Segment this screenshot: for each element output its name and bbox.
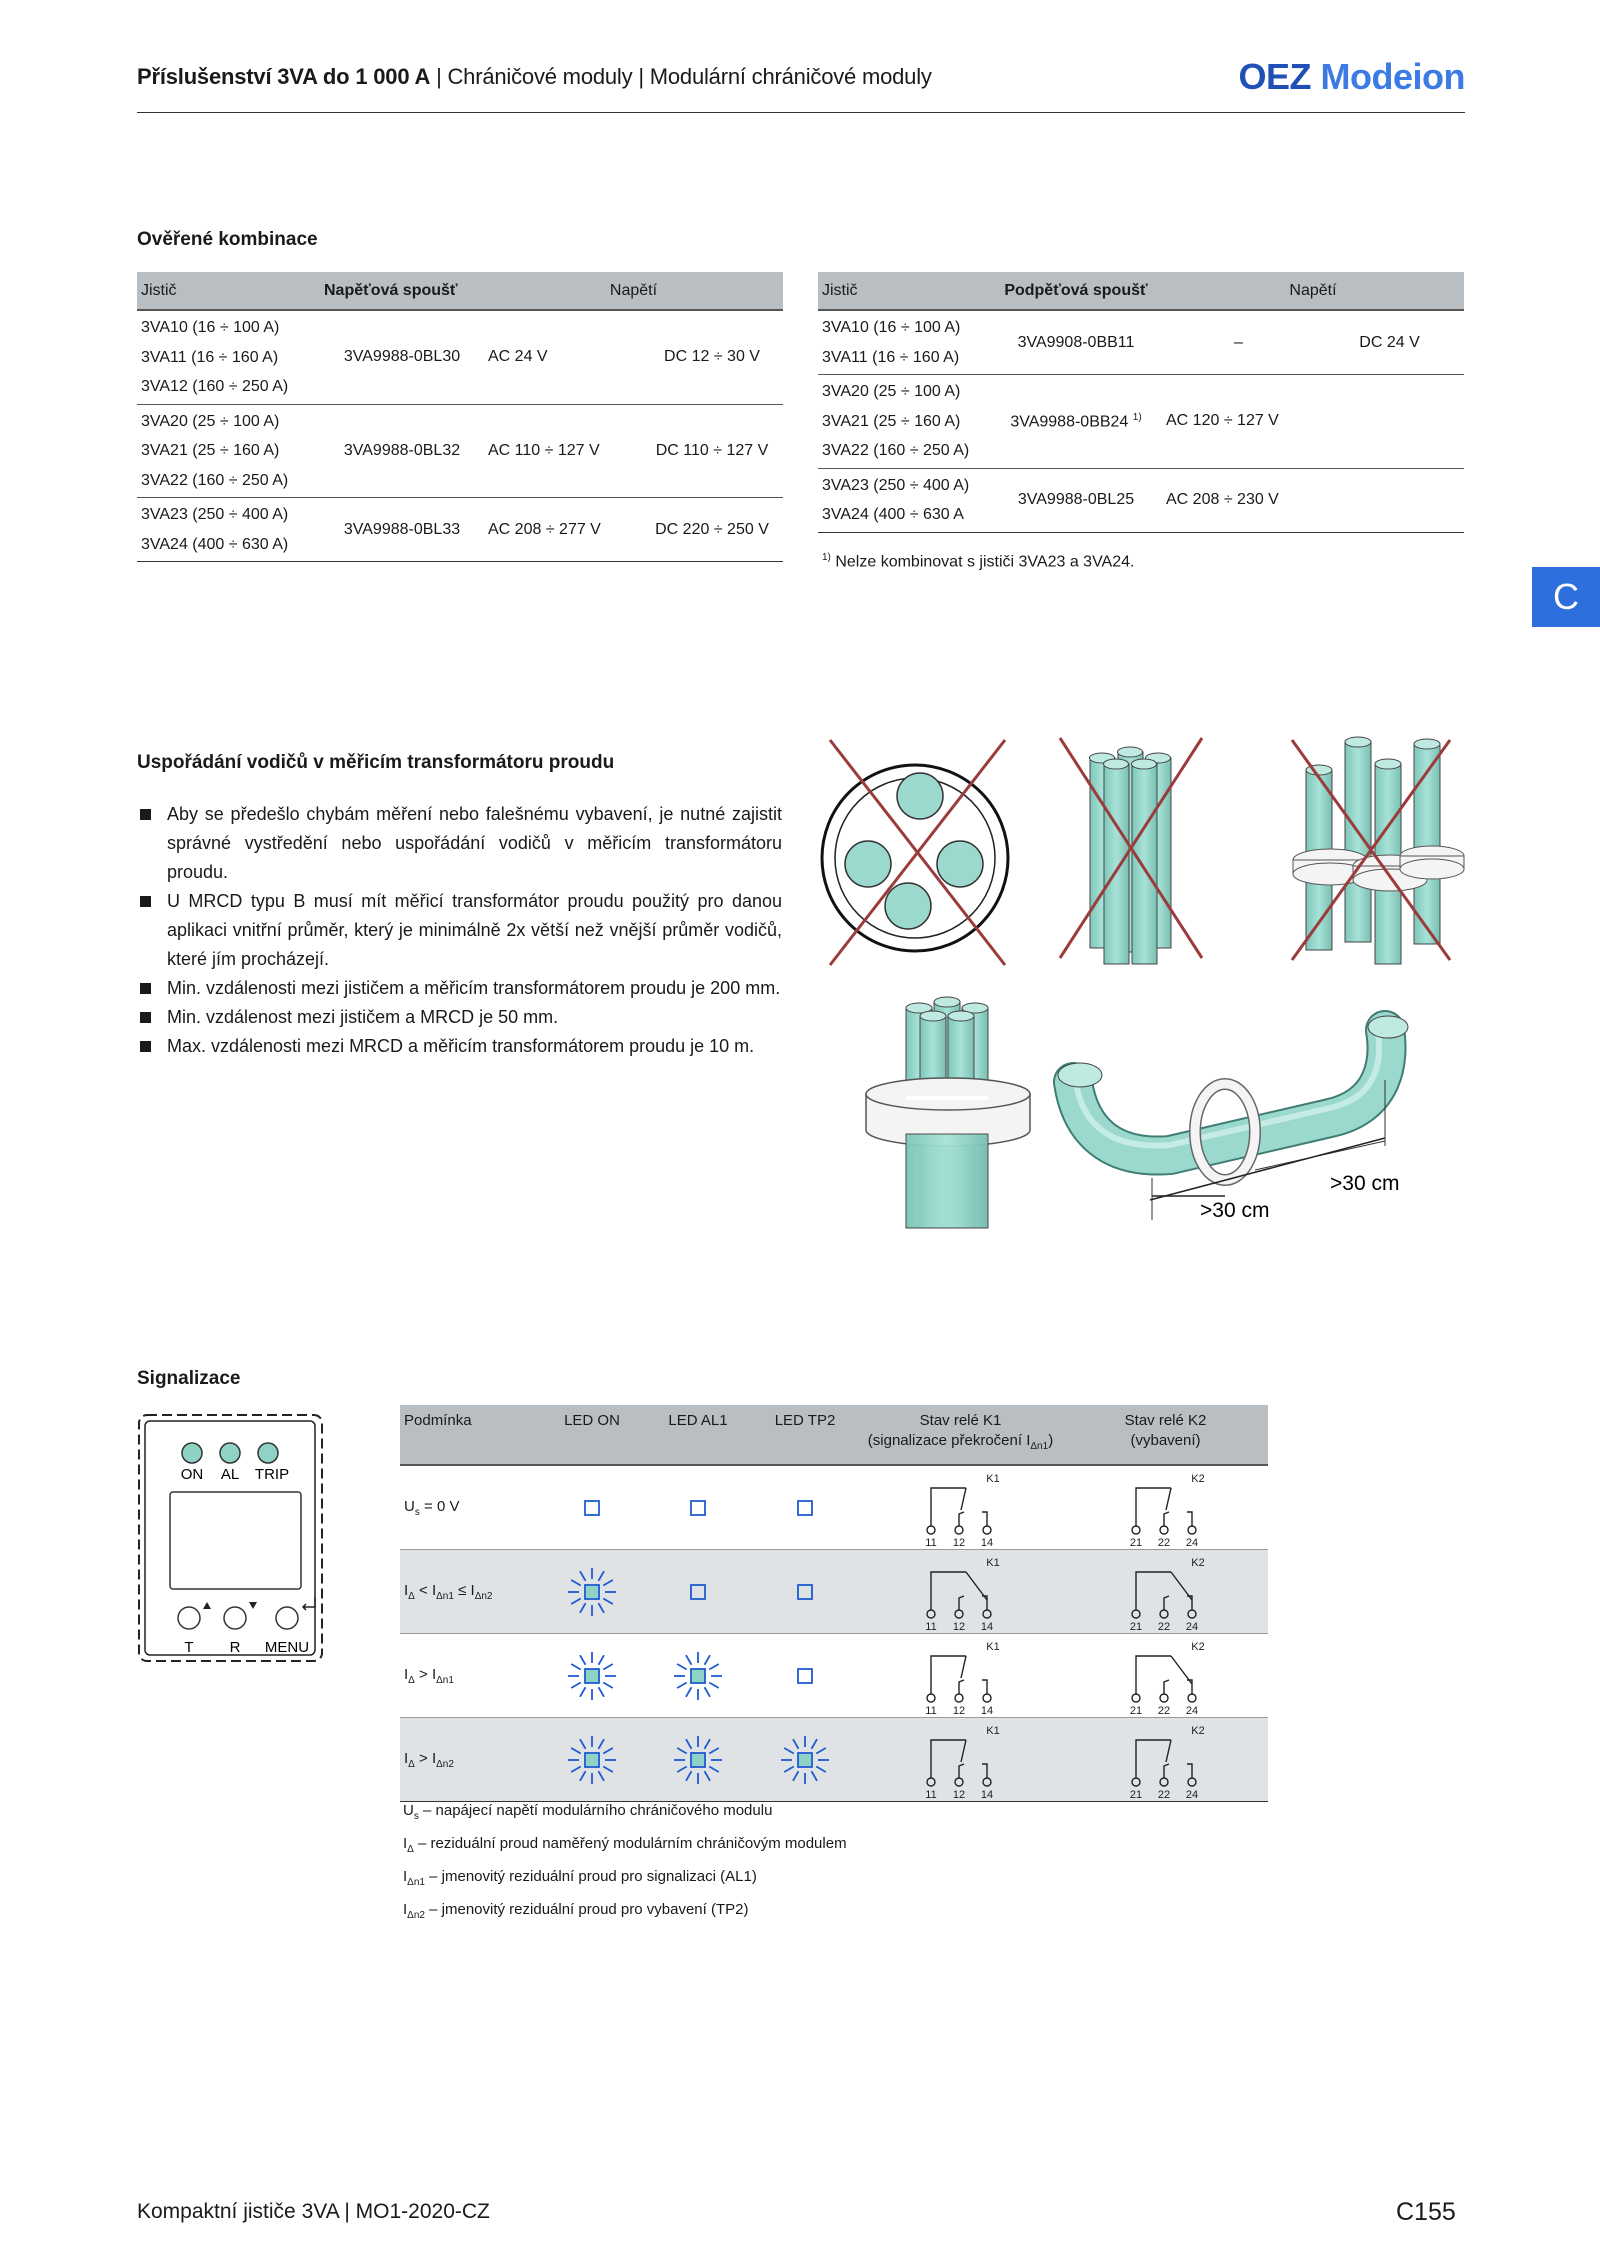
- led-trip-indicator: [258, 1443, 278, 1463]
- condition-symbol: U: [404, 1497, 415, 1515]
- trip-code: 3VA9988-0BL33: [343, 520, 461, 538]
- breaker-type: 3VA20 (25 ÷ 100 A): [141, 412, 280, 430]
- breaker-type: 3VA11 (16 ÷ 160 A): [822, 348, 960, 366]
- cell-breakers: [818, 310, 990, 375]
- terminal-label: 21: [1129, 1704, 1142, 1716]
- wrong-arrangement-bundle: [1060, 738, 1202, 964]
- terminal-label: 11: [924, 1620, 937, 1632]
- breaker-type: 3VA22 (160 ÷ 250 A): [141, 471, 289, 489]
- legend-text: – reziduální proud naměřený modulárním chráničovým modulem: [413, 1835, 847, 1852]
- signal-row: [400, 1718, 1268, 1802]
- breaker-type: 3VA23 (250 ÷ 400 A): [141, 506, 289, 523]
- relay-label: K1: [985, 1472, 1000, 1485]
- section-tab: C: [1532, 567, 1600, 627]
- signal-row: [400, 1634, 1268, 1718]
- breaker-type: 3VA10 (16 ÷ 100 A): [822, 319, 961, 336]
- header-title-rest: | Chráničové moduly | Modulární chráničové moduly: [430, 64, 932, 89]
- cell-trip: [990, 375, 1162, 469]
- table-row: [818, 310, 1464, 375]
- relay-label: K1: [985, 1556, 1000, 1569]
- cell-ac: AC 24 V: [484, 310, 641, 404]
- wrong-arrangement-split: [1292, 737, 1464, 964]
- cell-trip: [320, 498, 484, 562]
- cell-led-tp2: [752, 1634, 858, 1718]
- cell-trip: [990, 468, 1162, 532]
- signal-legend: [403, 1797, 847, 1929]
- breaker-type: 3VA24 (400 ÷ 630 A: [822, 506, 964, 523]
- combos-title: Ověřené kombinace: [137, 229, 318, 250]
- cell-dc: DC 24 V: [1315, 310, 1464, 375]
- table-row: [818, 468, 1464, 532]
- led-off-icon: [668, 1478, 728, 1538]
- legend-subscript: s: [413, 1811, 419, 1822]
- cell-relay-k1: [858, 1550, 1063, 1634]
- arrangement-title: Uspořádání vodičů v měřicím transformátoru proudu: [137, 752, 615, 773]
- table-row: [137, 310, 783, 404]
- cell-ac: –: [1162, 310, 1315, 375]
- arrangement-bullets: [137, 800, 782, 1061]
- condition-text: = 0 V: [419, 1497, 460, 1515]
- breaker-type: 3VA21 (25 ÷ 160 A): [141, 442, 280, 459]
- cell-relay-k2: [1063, 1465, 1268, 1550]
- button-menu: [276, 1607, 298, 1629]
- k1-header-sub: (signalizace překročení I: [867, 1432, 1031, 1449]
- terminal-label: 22: [1157, 1620, 1170, 1632]
- cell-ac: AC 208 ÷ 230 V: [1162, 468, 1315, 532]
- cell-led-tp2: [752, 1718, 858, 1802]
- cell-dc: DC 110 ÷ 127 V: [641, 404, 783, 498]
- footer-publication: Kompaktní jističe 3VA | MO1-2020-CZ: [137, 2200, 490, 2223]
- legend-text: – napájecí napětí modulárního chráničového modulu: [418, 1802, 773, 1819]
- terminal-label: 24: [1185, 1788, 1198, 1800]
- button-r: [224, 1607, 246, 1629]
- condition-symbol: I: [404, 1749, 409, 1767]
- relay-label: K2: [1190, 1724, 1205, 1737]
- led-lit-icon: [668, 1730, 728, 1790]
- legend-text: – jmenovitý reziduální proud pro signalizaci (AL1): [424, 1868, 757, 1885]
- legend-subscript: Δ: [407, 1844, 414, 1855]
- condition-text: < I: [414, 1581, 437, 1599]
- cell-ac: AC 208 ÷ 277 V: [484, 498, 641, 562]
- terminal-label: 21: [1129, 1620, 1142, 1632]
- condition-symbol: I: [404, 1581, 409, 1599]
- dimension-label: >30 cm: [1200, 1199, 1270, 1222]
- relay-contact-diagram: [1116, 1468, 1216, 1548]
- cell-led-al1: [644, 1550, 752, 1634]
- wrong-arrangement-offcenter: [822, 740, 1008, 965]
- bullet-item: U MRCD typu B musí mít měřicí transformátor proudu použitý pro danou aplikaci vnitřní průměr, který je minimálně 2x větší než vnější průměr vodičů, které jím procházejí.: [137, 887, 782, 974]
- terminal-label: 14: [980, 1788, 993, 1800]
- oez-modeion-logo: [1238, 56, 1465, 98]
- condition-subscript: Δ: [408, 1674, 415, 1686]
- led-trip-label: TRIP: [254, 1466, 290, 1483]
- header-title-bold: Příslušenství 3VA do 1 000 A: [137, 64, 431, 89]
- cell-led-al1: [644, 1718, 752, 1802]
- signal-row: [400, 1465, 1268, 1550]
- relay-label: K1: [985, 1640, 1000, 1653]
- legend-item: [403, 1863, 847, 1896]
- condition-subscript: Δn1: [436, 1590, 454, 1602]
- footnote: [822, 552, 1134, 571]
- page-number: C155: [1396, 2198, 1456, 2226]
- signalization-table: [400, 1405, 1268, 1802]
- cell-breakers: [137, 404, 320, 498]
- led-off-icon: [775, 1562, 835, 1622]
- footnote-ref: 1): [1132, 411, 1142, 423]
- bullet-item: Max. vzdálenosti mezi MRCD a měřicím transformátorem proudu je 10 m.: [137, 1032, 782, 1061]
- led-off-icon: [562, 1478, 622, 1538]
- breaker-type: 3VA22 (160 ÷ 250 A): [822, 442, 970, 459]
- cell-dc: [1315, 375, 1464, 469]
- led-al-indicator: [220, 1443, 240, 1463]
- combo-table-right: [818, 272, 1464, 533]
- condition-subscript: Δn1: [436, 1674, 454, 1686]
- relay-contact-diagram: [1116, 1636, 1216, 1716]
- col-voltage: Napětí: [484, 272, 783, 310]
- logo-oez: OEZ: [1238, 56, 1311, 97]
- cell-relay-k1: [858, 1465, 1063, 1550]
- conductor-arrangement-figure: [810, 730, 1470, 1250]
- condition-subscript: Δ: [408, 1758, 415, 1770]
- relay-contact-diagram: [911, 1720, 1011, 1800]
- button-menu-label: MENU: [264, 1639, 310, 1656]
- relay-label: K2: [1190, 1556, 1205, 1569]
- correct-arrangement-ubend: [1058, 1016, 1408, 1222]
- breaker-type: 3VA21 (25 ÷ 160 A): [822, 412, 961, 430]
- legend-symbol: U: [403, 1802, 414, 1819]
- relay-contact-diagram: [911, 1468, 1011, 1548]
- cell-breakers: [818, 375, 990, 469]
- cell-relay-k1: [858, 1634, 1063, 1718]
- cell-condition: [400, 1550, 540, 1634]
- led-lit-icon: [668, 1646, 728, 1706]
- led-lit-icon: [562, 1730, 622, 1790]
- legend-item: [403, 1896, 847, 1929]
- trip-code: 3VA9988-0BL30: [343, 348, 461, 366]
- breaker-type: 3VA24 (400 ÷ 630 A): [141, 535, 289, 553]
- cell-led-tp2: [752, 1550, 858, 1634]
- led-off-icon: [775, 1478, 835, 1538]
- cell-relay-k1: [858, 1718, 1063, 1802]
- col-breaker: Jistič: [137, 272, 320, 310]
- cell-led-on: [540, 1718, 644, 1802]
- cell-relay-k2: [1063, 1634, 1268, 1718]
- breaker-type: 3VA12 (160 ÷ 250 A): [141, 378, 289, 395]
- cell-led-on: [540, 1634, 644, 1718]
- condition-subscript: Δ: [408, 1590, 415, 1602]
- terminal-label: 14: [980, 1620, 993, 1632]
- cell-led-al1: [644, 1634, 752, 1718]
- cell-ac: AC 120 ÷ 127 V: [1162, 375, 1315, 469]
- mrcd-device-illustration: [137, 1407, 325, 1669]
- button-t-label: T: [184, 1639, 194, 1656]
- terminal-label: 24: [1185, 1620, 1198, 1632]
- table-row: [137, 404, 783, 498]
- condition-text: > I: [414, 1749, 437, 1767]
- terminal-label: 12: [952, 1536, 965, 1548]
- trip-code: 3VA9908-0BB11: [1017, 333, 1135, 351]
- combo-table-left: [137, 272, 783, 562]
- col-voltage: Napětí: [1162, 272, 1464, 310]
- cell-led-on: [540, 1465, 644, 1550]
- k2-header-sub: (vybavení): [1130, 1432, 1201, 1449]
- legend-symbol: I: [403, 1835, 408, 1852]
- relay-label: K1: [985, 1724, 1000, 1737]
- col-shunt-trip: Napěťová spoušť: [320, 272, 484, 310]
- bullet-item: Aby se předešlo chybám měření nebo falešnému vybavení, je nutné zajistit správné vystředění nebo uspořádání vodičů v měřicím transformátoru proudu.: [137, 800, 782, 887]
- cell-condition: [400, 1718, 540, 1802]
- relay-label: K2: [1190, 1472, 1205, 1485]
- cell-condition: [400, 1634, 540, 1718]
- bullet-item: Min. vzdálenost mezi jističem a MRCD je 50 mm.: [137, 1003, 782, 1032]
- legend-text: – jmenovitý reziduální proud pro vybavení (TP2): [424, 1901, 749, 1918]
- breaker-type: 3VA10 (16 ÷ 100 A): [141, 319, 280, 336]
- terminal-label: 22: [1157, 1536, 1170, 1548]
- terminal-label: 12: [952, 1620, 965, 1632]
- col-relay-k1: [858, 1405, 1063, 1465]
- signal-title: Signalizace: [137, 1368, 241, 1389]
- condition-text: ≤ I: [453, 1581, 475, 1599]
- cell-relay-k2: [1063, 1718, 1268, 1802]
- terminal-label: 12: [952, 1788, 965, 1800]
- terminal-label: 14: [980, 1536, 993, 1548]
- cell-trip: [320, 404, 484, 498]
- condition-symbol: I: [404, 1665, 409, 1683]
- terminal-label: 11: [924, 1704, 937, 1716]
- col-relay-k2: [1063, 1405, 1268, 1465]
- k1-header-close: ): [1048, 1432, 1054, 1449]
- breaker-type: 3VA23 (250 ÷ 400 A): [822, 476, 970, 494]
- cell-dc: [1315, 468, 1464, 532]
- table-row: [818, 375, 1464, 469]
- cell-led-al1: [644, 1465, 752, 1550]
- k2-header: Stav relé K2: [1124, 1412, 1207, 1429]
- relay-label: K2: [1190, 1640, 1205, 1653]
- cell-ac: AC 110 ÷ 127 V: [484, 404, 641, 498]
- header-title: [137, 64, 932, 90]
- col-breaker: Jistič: [818, 272, 990, 310]
- condition-subscript: s: [414, 1506, 420, 1518]
- cell-breakers: [137, 498, 320, 562]
- condition-subscript: Δn2: [474, 1590, 493, 1602]
- led-al-label: AL: [220, 1466, 240, 1483]
- legend-item: [403, 1830, 847, 1863]
- terminal-label: 22: [1157, 1788, 1170, 1800]
- footnote-text: Nelze kombinovat s jističi 3VA23 a 3VA24.: [830, 553, 1135, 571]
- dimension-label: >30 cm: [1330, 1172, 1400, 1195]
- signal-row: [400, 1550, 1268, 1634]
- bullet-item: Min. vzdálenosti mezi jističem a měřicím transformátorem proudu je 200 mm.: [137, 974, 782, 1003]
- col-condition: Podmínka: [400, 1405, 540, 1465]
- trip-code: 3VA9988-0BL32: [343, 441, 461, 459]
- col-led-tp2: LED TP2: [752, 1405, 858, 1465]
- legend-subscript: Δn1: [407, 1877, 425, 1888]
- cell-breakers: [137, 310, 320, 404]
- terminal-label: 12: [952, 1704, 965, 1716]
- terminal-label: 24: [1185, 1704, 1198, 1716]
- col-led-on: LED ON: [540, 1405, 644, 1465]
- terminal-label: 22: [1157, 1704, 1170, 1716]
- logo-modeion: Modeion: [1320, 56, 1465, 97]
- relay-contact-diagram: [1116, 1720, 1216, 1800]
- relay-contact-diagram: [911, 1636, 1011, 1716]
- cell-breakers: [818, 468, 990, 532]
- button-t: [178, 1607, 200, 1629]
- breaker-type: 3VA20 (25 ÷ 100 A): [822, 383, 961, 400]
- led-lit-icon: [562, 1562, 622, 1622]
- correct-arrangement-bundle: [866, 997, 1030, 1228]
- cell-trip: [990, 310, 1162, 375]
- table-row: [137, 498, 783, 562]
- cell-led-tp2: [752, 1465, 858, 1550]
- terminal-label: 11: [924, 1536, 937, 1548]
- legend-symbol: I: [403, 1868, 408, 1885]
- led-off-icon: [775, 1646, 835, 1706]
- terminal-label: 21: [1129, 1788, 1142, 1800]
- legend-subscript: Δn2: [407, 1910, 425, 1921]
- terminal-label: 21: [1129, 1536, 1142, 1548]
- cell-dc: DC 220 ÷ 250 V: [641, 498, 783, 562]
- cell-relay-k2: [1063, 1550, 1268, 1634]
- k1-header: Stav relé K1: [919, 1412, 1002, 1429]
- led-on-label: ON: [180, 1466, 204, 1483]
- breaker-type: 3VA11 (16 ÷ 160 A): [141, 348, 279, 366]
- relay-contact-diagram: [911, 1552, 1011, 1632]
- trip-code: 3VA9988-0BB24: [1010, 412, 1129, 430]
- led-lit-icon: [775, 1730, 835, 1790]
- col-led-al1: LED AL1: [644, 1405, 752, 1465]
- device-display: [170, 1492, 301, 1589]
- cell-condition: [400, 1465, 540, 1550]
- cell-led-on: [540, 1550, 644, 1634]
- legend-item: [403, 1797, 847, 1830]
- condition-subscript: Δn2: [436, 1758, 454, 1770]
- cell-trip: [320, 310, 484, 404]
- led-on-indicator: [182, 1443, 202, 1463]
- legend-symbol: I: [403, 1901, 408, 1918]
- cell-dc: DC 12 ÷ 30 V: [641, 310, 783, 404]
- trip-code: 3VA9988-0BL25: [1017, 491, 1135, 508]
- page-header: [137, 56, 1465, 113]
- k1-header-subscript: Δn1: [1030, 1441, 1049, 1452]
- led-off-icon: [668, 1562, 728, 1622]
- button-r-label: R: [229, 1639, 241, 1656]
- led-lit-icon: [562, 1646, 622, 1706]
- terminal-label: 11: [924, 1788, 937, 1800]
- terminal-label: 14: [980, 1704, 993, 1716]
- terminal-label: 24: [1185, 1536, 1198, 1548]
- condition-text: > I: [414, 1665, 437, 1683]
- footnote-mark: 1): [822, 552, 831, 563]
- col-undervoltage-trip: Podpěťová spoušť: [990, 272, 1162, 310]
- relay-contact-diagram: [1116, 1552, 1216, 1632]
